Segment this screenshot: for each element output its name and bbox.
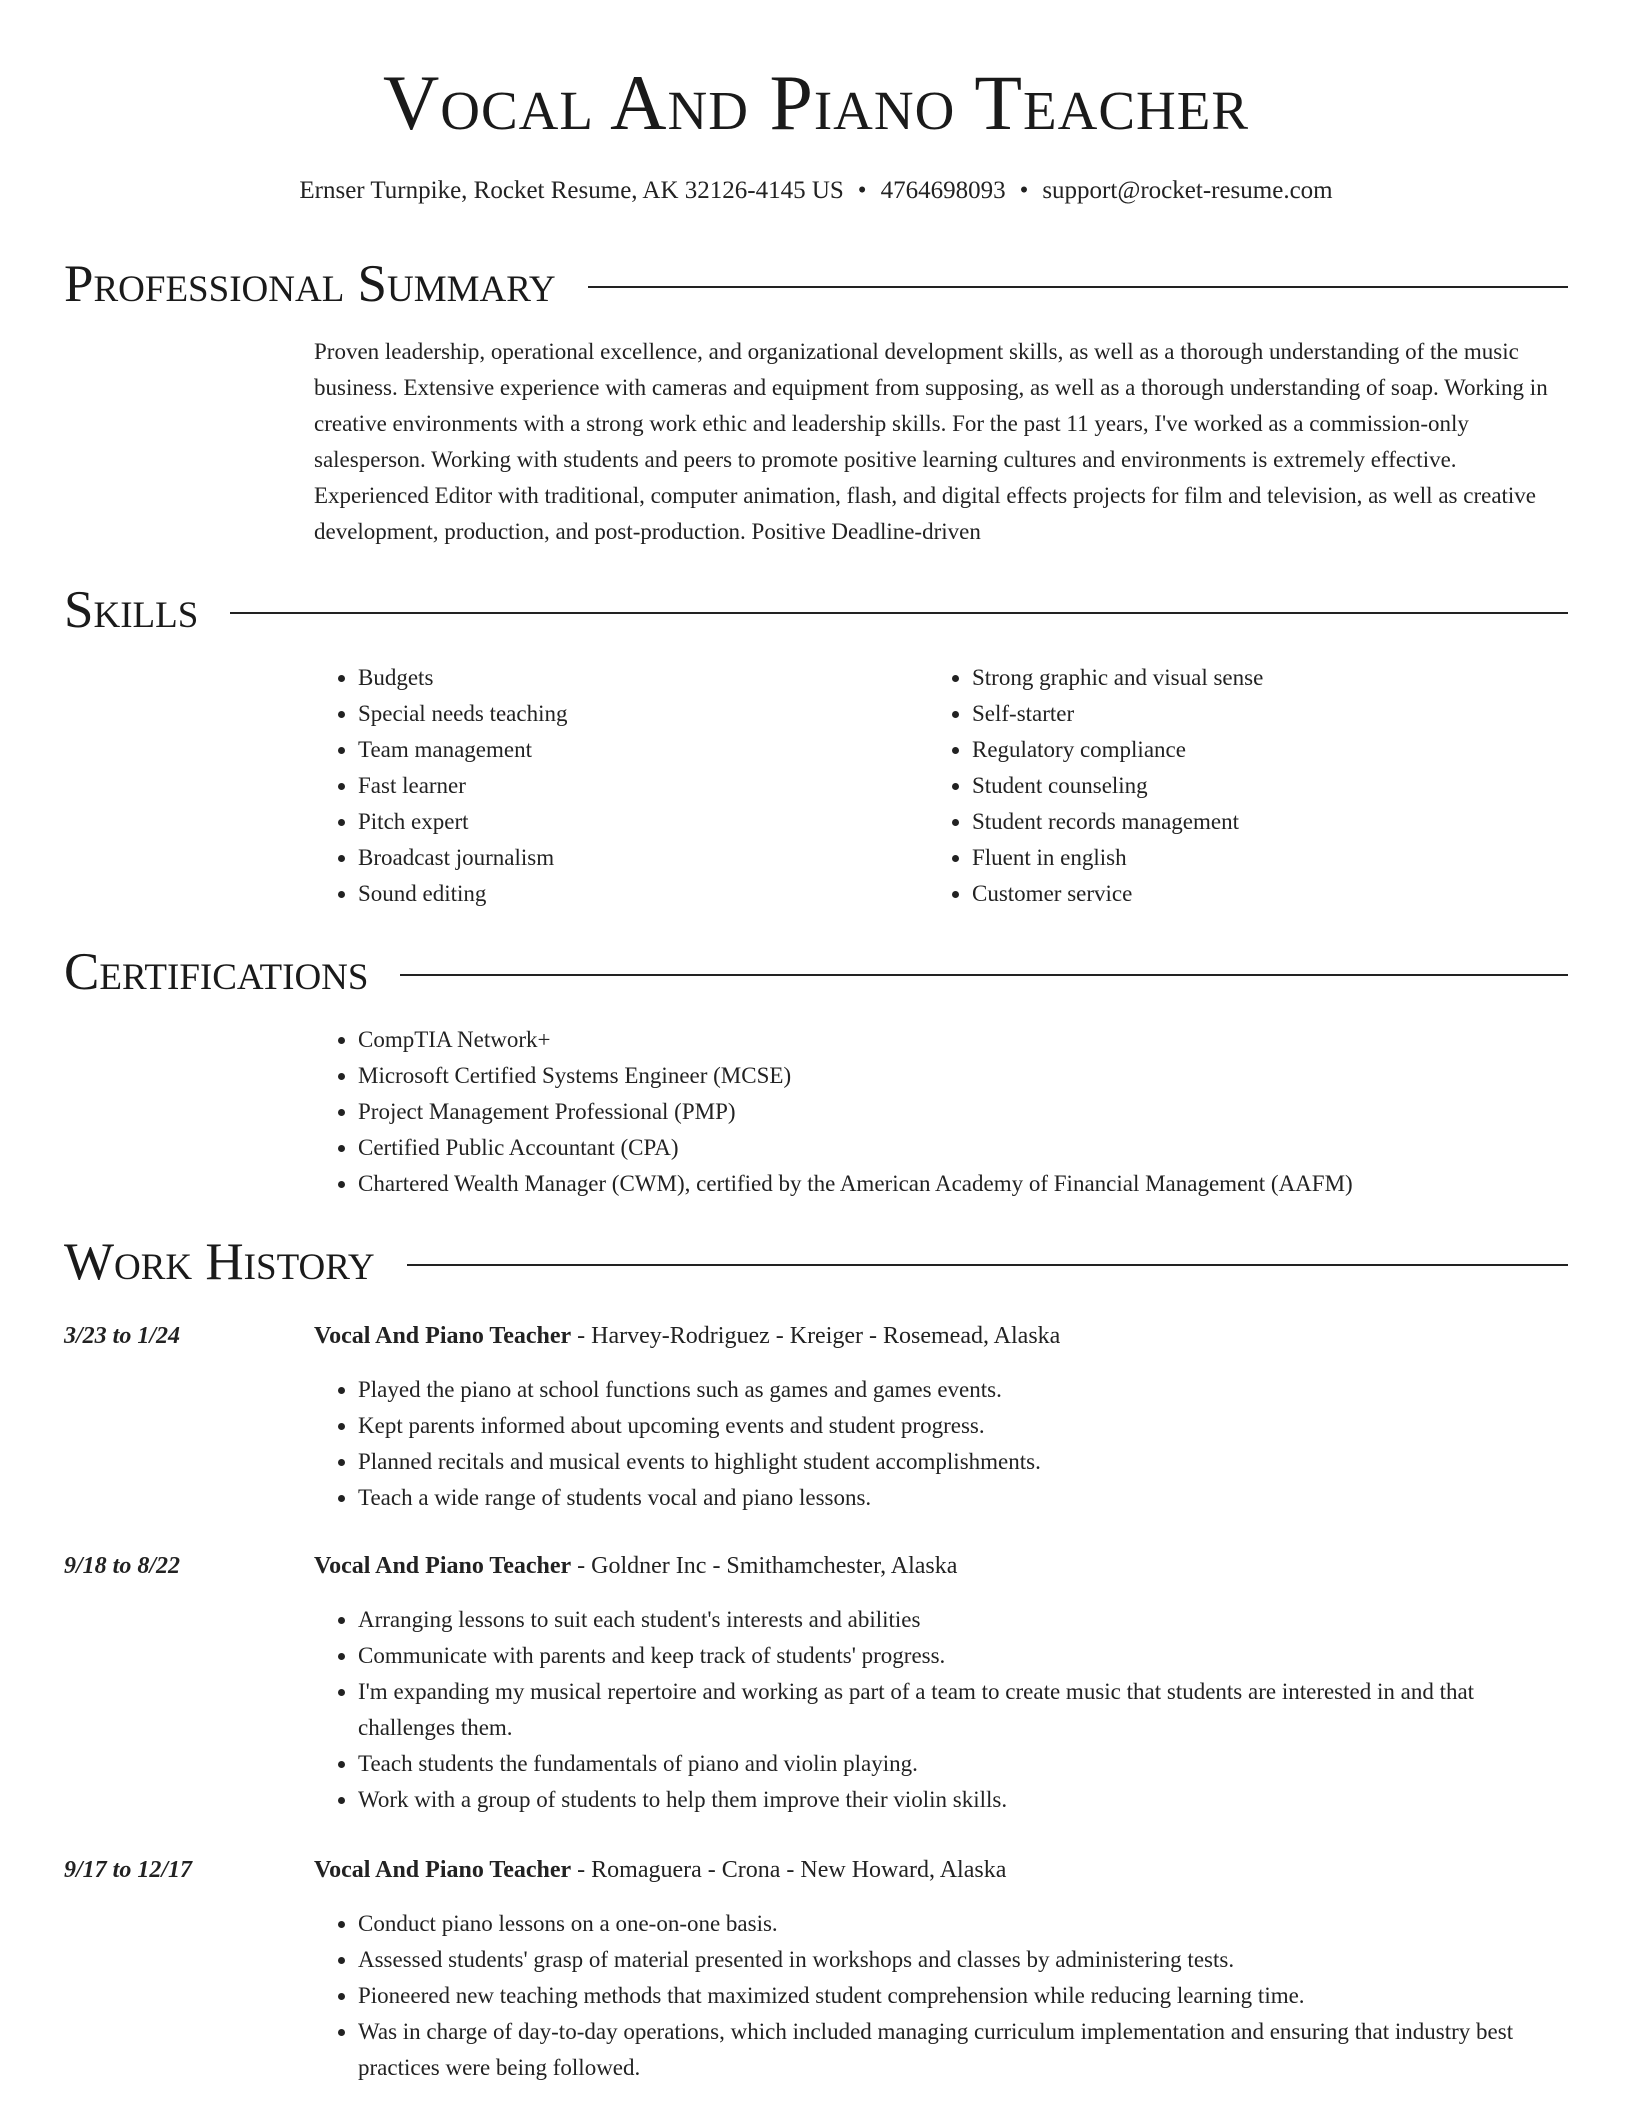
skills-right-column bbox=[928, 660, 1568, 912]
skill-item: • Broadcast journalism bbox=[358, 840, 914, 876]
work-section-header bbox=[64, 1232, 1568, 1292]
contact-separator: • bbox=[1019, 177, 1029, 204]
job-duties-list bbox=[314, 1602, 1568, 1818]
job-duties bbox=[314, 1906, 1568, 2086]
job-employer-location: - Romaguera - Crona - New Howard, Alaska bbox=[571, 1857, 1007, 1883]
skill-item: • Pitch expert bbox=[358, 804, 914, 840]
job-title-line bbox=[314, 1318, 1568, 1354]
job-duty: • Teach a wide range of students vocal and piano lessons. bbox=[358, 1480, 1568, 1516]
contact-phone: 4764698093 bbox=[880, 177, 1006, 204]
resume-name: Vocal And Piano Teacher bbox=[382, 59, 1250, 146]
job-duty: • Kept parents informed about upcoming events and student progress. bbox=[358, 1408, 1568, 1444]
skill-item: • Student records management bbox=[972, 804, 1568, 840]
job-position: Vocal And Piano Teacher bbox=[314, 1857, 572, 1883]
skills-section-header bbox=[64, 580, 1568, 640]
contact-address: Ernser Turnpike, Rocket Resume, AK 32126-4145 US bbox=[299, 177, 844, 204]
skills-section-title: Skills bbox=[64, 581, 199, 639]
job-employer-location: - Goldner Inc - Smithamchester, Alaska bbox=[571, 1553, 958, 1579]
contact-email: support@rocket-resume.com bbox=[1042, 177, 1333, 204]
job-employer-location: - Harvey-Rodriguez - Kreiger - Rosemead, Alaska bbox=[571, 1323, 1061, 1349]
contact-line bbox=[0, 174, 1632, 208]
job-duty: • Was in charge of day-to-day operations, which included managing curriculum implementation and ensuring that industry best practices were being followed. bbox=[358, 2014, 1568, 2086]
section-divider bbox=[588, 286, 1568, 288]
job-duties-list bbox=[314, 1906, 1568, 2086]
skill-item: • Team management bbox=[358, 732, 914, 768]
skill-item: • Fast learner bbox=[358, 768, 914, 804]
certification-item: • Certified Public Accountant (CPA) bbox=[358, 1130, 1568, 1166]
job-duty: • Pioneered new teaching methods that maximized student comprehension while reducing learning time. bbox=[358, 1978, 1568, 2014]
certifications-section-header bbox=[64, 942, 1568, 1002]
job-dates: 3/23 to 1/24 bbox=[64, 1323, 181, 1349]
summary-text: Proven leadership, operational excellence, and organizational development skills, as well as a thorough understanding of the music business. Extensive experience with cameras and equipment from supposing, as well as a thorough understanding of soap. Working in creative environments with a strong work ethic and leadership skills. For the past 11 years, I've worked as a commission-only salesperson. Working with students and peers to promote positive learning cultures and environments is extremely effective. Experienced Editor with traditional, computer animation, flash, and digital effects projects for film and television, as well as creative development, production, and post-production. Positive Deadline-driven bbox=[314, 339, 1548, 544]
certification-item: • Microsoft Certified Systems Engineer (MCSE) bbox=[358, 1058, 1568, 1094]
job-duty: • Work with a group of students to help them improve their violin skills. bbox=[358, 1782, 1568, 1818]
job-duty: • Planned recitals and musical events to highlight student accomplishments. bbox=[358, 1444, 1568, 1480]
job-duty: • Played the piano at school functions such as games and games events. bbox=[358, 1372, 1568, 1408]
skill-item: • Customer service bbox=[972, 876, 1568, 912]
skill-item: • Budgets bbox=[358, 660, 914, 696]
skill-item: • Regulatory compliance bbox=[972, 732, 1568, 768]
job-duty: • I'm expanding my musical repertoire and working as part of a team to create music that students are interested in and that challenges them. bbox=[358, 1674, 1568, 1746]
job-dates: 9/17 to 12/17 bbox=[64, 1857, 193, 1883]
job-duty: • Teach students the fundamentals of piano and violin playing. bbox=[358, 1746, 1568, 1782]
job-dates: 9/18 to 8/22 bbox=[64, 1553, 181, 1579]
skill-item: • Student counseling bbox=[972, 768, 1568, 804]
skill-item: • Self-starter bbox=[972, 696, 1568, 732]
section-divider bbox=[230, 612, 1568, 614]
job-duty: • Assessed students' grasp of material presented in workshops and classes by administering tests. bbox=[358, 1942, 1568, 1978]
job-duties-list bbox=[314, 1372, 1568, 1516]
certifications-list bbox=[314, 1022, 1568, 1202]
job-duties bbox=[314, 1602, 1568, 1818]
job-title-line bbox=[314, 1852, 1568, 1888]
section-divider bbox=[407, 1264, 1568, 1266]
job-duty: • Arranging lessons to suit each student's interests and abilities bbox=[358, 1602, 1568, 1638]
job-duties bbox=[314, 1372, 1568, 1516]
job-position: Vocal And Piano Teacher bbox=[314, 1553, 572, 1579]
skills-list-left bbox=[314, 660, 914, 912]
section-divider bbox=[400, 974, 1568, 976]
certification-item: • CompTIA Network+ bbox=[358, 1022, 1568, 1058]
certification-item: • Chartered Wealth Manager (CWM), certified by the American Academy of Financial Management (AAFM) bbox=[358, 1166, 1568, 1202]
job-position: Vocal And Piano Teacher bbox=[314, 1323, 572, 1349]
skill-item: • Sound editing bbox=[358, 876, 914, 912]
summary-section-title: Professional Summary bbox=[64, 255, 556, 313]
skill-item: • Fluent in english bbox=[972, 840, 1568, 876]
skill-item: • Special needs teaching bbox=[358, 696, 914, 732]
certifications-section-title: Certifications bbox=[64, 943, 369, 1001]
skill-item: • Strong graphic and visual sense bbox=[972, 660, 1568, 696]
certification-item: • Project Management Professional (PMP) bbox=[358, 1094, 1568, 1130]
job-duty: • Communicate with parents and keep track of students' progress. bbox=[358, 1638, 1568, 1674]
job-title-line bbox=[314, 1548, 1568, 1584]
skills-list-right bbox=[928, 660, 1568, 912]
contact-separator: • bbox=[857, 177, 867, 204]
work-section-title: Work History bbox=[64, 1233, 375, 1291]
skills-left-column bbox=[314, 660, 914, 912]
certifications-block bbox=[314, 1022, 1568, 1202]
job-duty: • Conduct piano lessons on a one-on-one basis. bbox=[358, 1906, 1568, 1942]
summary-section-header bbox=[64, 254, 1568, 314]
